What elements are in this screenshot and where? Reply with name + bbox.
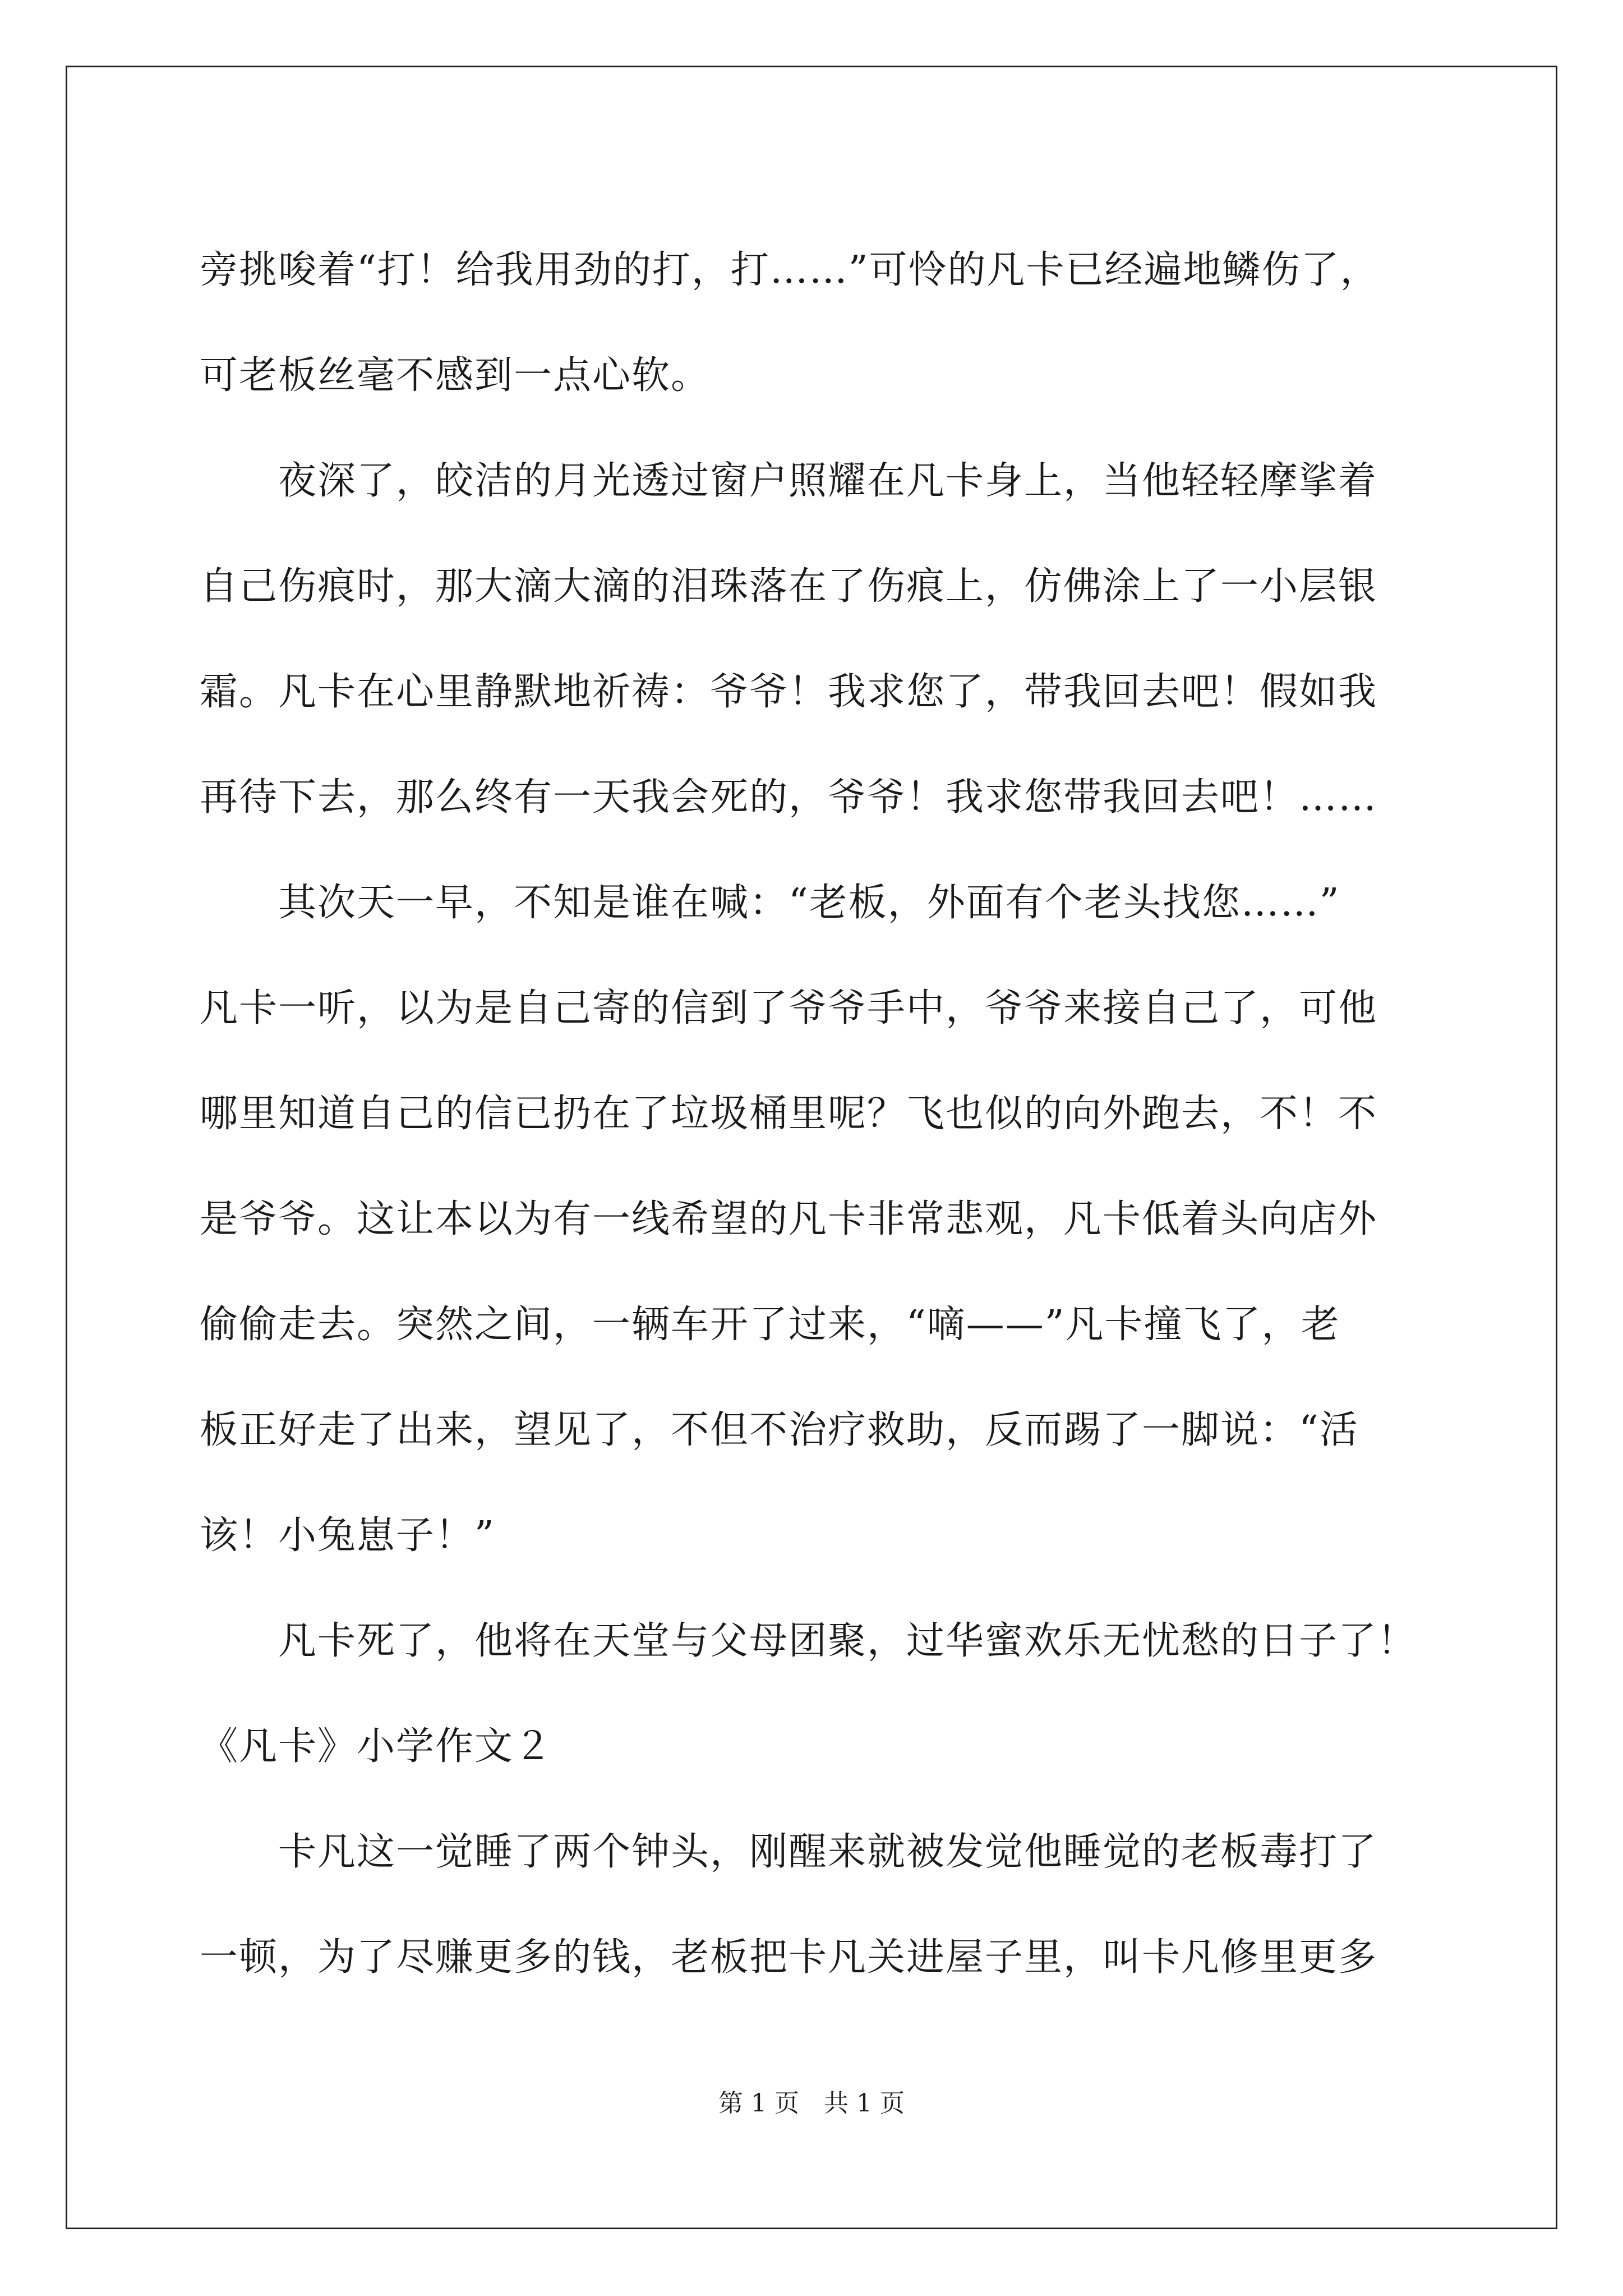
text-line: 再待下去，那么终有一天我会死的，爷爷！我求您带我回去吧！……	[200, 775, 1378, 820]
text-line: 霜。凡卡在心里静默地祈祷：爷爷！我求您了，带我回去吧！假如我	[200, 670, 1378, 714]
section-heading: 《凡卡》小学作文２	[200, 1724, 554, 1769]
paragraph-start-line: 夜深了，皎洁的月光透过窗户照耀在凡卡身上，当他轻轻摩挲着	[278, 459, 1378, 503]
text-line: 可老板丝毫不感到一点心软。	[200, 353, 711, 398]
text-line: 偷偷走去。突然之间，一辆车开了过来，“嘀——”凡卡撞飞了，老	[200, 1303, 1340, 1347]
text-line: 凡卡一听，以为是自己寄的信到了爷爷手中，爷爷来接自己了，可他	[200, 986, 1378, 1030]
text-line: 一顿，为了尽赚更多的钱，老板把卡凡关进屋子里，叫卡凡修里更多	[200, 1935, 1378, 1980]
paragraph-start-line: 凡卡死了，他将在天堂与父母团聚，过华蜜欢乐无忧愁的日子了！	[278, 1619, 1417, 1663]
text-line: 板正好走了出来，望见了，不但不治疗救助，反而踢了一脚说：“活	[200, 1408, 1359, 1452]
text-line: 是爷爷。这让本以为有一线希望的凡卡非常悲观，凡卡低着头向店外	[200, 1197, 1378, 1241]
text-line: 自己伤痕时，那大滴大滴的泪珠落在了伤痕上，仿佛涂上了一小层银	[200, 564, 1378, 609]
page-number-footer: 第 1 页 共 1 页	[718, 2089, 905, 2118]
paragraph-start-line: 卡凡这一觉睡了两个钟头，刚醒来就被发觉他睡觉的老板毒打了	[278, 1830, 1378, 1874]
paragraph-start-line: 其次天一早，不知是谁在喊：“老板，外面有个老头找您……”	[278, 881, 1340, 925]
text-line: 旁挑唆着“打！给我用劲的打，打……”可怜的凡卡已经遍地鳞伤了，	[200, 248, 1380, 292]
text-line: 哪里知道自己的信已扔在了垃圾桶里呢？飞也似的向外跑去，不！不	[200, 1092, 1378, 1136]
document-body	[200, 218, 1456, 2010]
text-line: 该！小兔崽子！”	[200, 1513, 495, 1558]
